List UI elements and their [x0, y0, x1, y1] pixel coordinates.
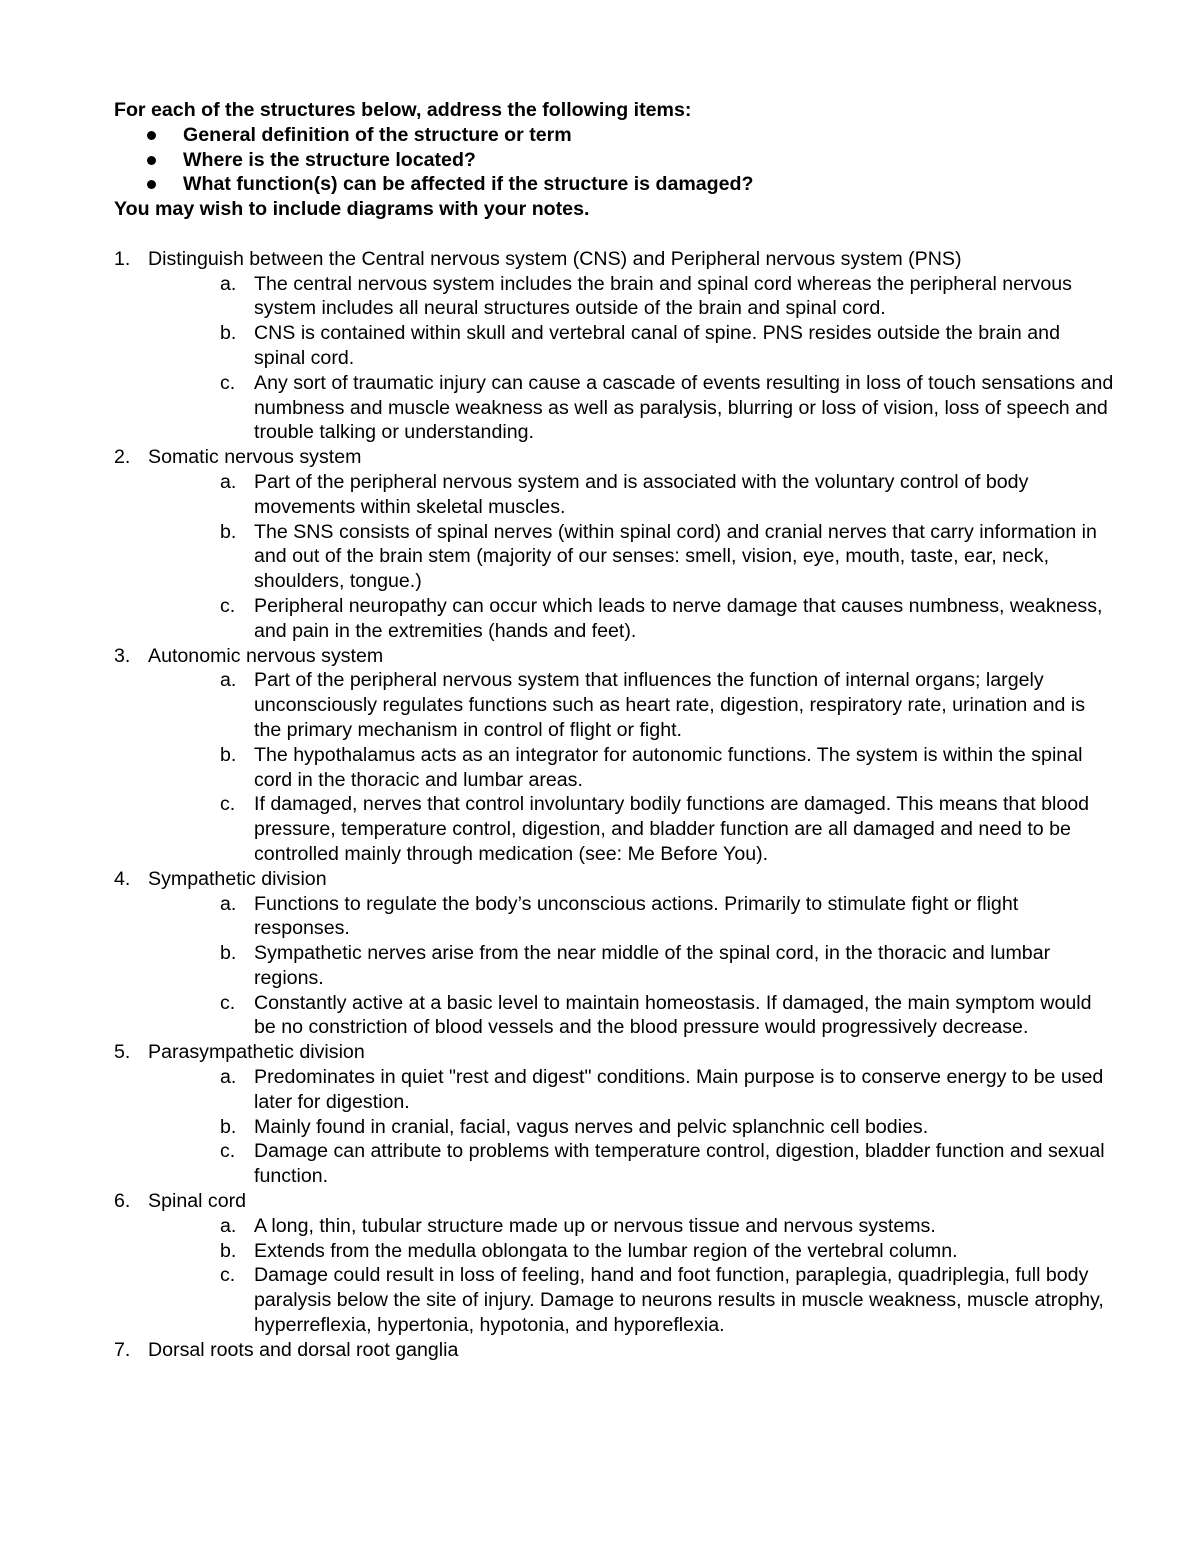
structure-item: [114, 644, 1114, 867]
bullet-text: General definition of the structure or term: [183, 123, 572, 146]
sub-item-letter: b.: [220, 322, 237, 345]
sub-item-text: Any sort of traumatic injury can cause a cascade of events resulting in loss of touch sensations and numbness and muscle weakness as well as paralysis, blurring or loss of vision, loss of speech and trouble talking or understanding.: [254, 371, 1114, 444]
sub-item-letter: b.: [220, 942, 237, 965]
sub-item-text: Damage can attribute to problems with temperature control, digestion, bladder function and sexual function.: [254, 1140, 1105, 1188]
sub-item: [148, 520, 1114, 594]
instruction-bullets: [114, 123, 1114, 197]
item-title: Sympathetic division: [148, 867, 327, 890]
sub-item-letter: b.: [220, 1239, 237, 1262]
instruction-note: You may wish to include diagrams with your notes.: [114, 198, 590, 221]
sub-item-text: The central nervous system includes the brain and spinal cord whereas the peripheral nervous system includes all neural structures outside of the brain and spinal cord.: [254, 272, 1072, 320]
instruction-heading: For each of the structures below, address the following items:: [114, 99, 692, 121]
sub-list: [148, 1065, 1114, 1189]
sub-item-text: CNS is contained within skull and vertebral canal of spine. PNS resides outside the brain and spinal cord.: [254, 322, 1060, 369]
item-title: Spinal cord: [148, 1190, 247, 1213]
sub-item: [148, 371, 1114, 445]
item-number: 1.: [114, 247, 131, 270]
sub-item-letter: a.: [220, 892, 237, 915]
sub-item-letter: a.: [220, 272, 237, 295]
sub-item-letter: a.: [220, 1066, 237, 1089]
item-number: 2.: [114, 446, 131, 469]
sub-item: [148, 743, 1114, 793]
sub-item-letter: c.: [220, 1140, 236, 1163]
sub-item: [148, 941, 1114, 991]
sub-item-letter: c.: [220, 793, 236, 816]
document-body: [114, 98, 1114, 1363]
sub-item-text: A long, thin, tubular structure made up or nervous tissue and nervous systems.: [254, 1214, 936, 1237]
structure-item: [114, 1040, 1114, 1189]
sub-item: [148, 594, 1114, 644]
bullet-item: [114, 172, 1114, 197]
sub-item-text: Damage could result in loss of feeling, hand and foot function, paraplegia, quadriplegia, full body paralysis below the site of injury. Damage to neurons results in muscle weakness, muscle atrophy, hyperreflexia, hypertonia, hypotonia, and hyporeflexia.: [254, 1264, 1104, 1337]
item-title: Somatic nervous system: [148, 446, 362, 469]
sub-item-text: Extends from the medulla oblongata to the lumbar region of the vertebral column.: [254, 1239, 958, 1262]
sub-item-letter: a.: [220, 470, 237, 493]
sub-item-letter: a.: [220, 1214, 237, 1237]
structure-item: [114, 1189, 1114, 1338]
sub-item: [148, 1065, 1114, 1115]
sub-item-text: The hypothalamus acts as an integrator for autonomic functions. The system is within the spinal cord in the thoracic and lumbar areas.: [254, 743, 1083, 791]
bullet-text: Where is the structure located?: [183, 148, 476, 171]
sub-item-text: The SNS consists of spinal nerves (within spinal cord) and cranial nerves that carry information in and out of the brain stem (majority of our senses: smell, vision, eye, mouth, taste, ear, neck, shoulders, tongue.): [254, 520, 1097, 593]
item-title: Parasympathetic division: [148, 1041, 365, 1064]
bullet-icon: [147, 180, 156, 189]
structure-item: [114, 445, 1114, 643]
bullet-icon: [147, 131, 156, 140]
item-title: Distinguish between the Central nervous system (CNS) and Peripheral nervous system (PNS): [148, 247, 962, 270]
sub-item-text: Part of the peripheral nervous system that influences the function of internal organs; largely unconsciously regulates functions such as heart rate, digestion, respiratory rate, urination and is the primary mechanism in control of flight or fight.: [254, 669, 1086, 741]
sub-item: [148, 892, 1114, 942]
sub-item-letter: c.: [220, 991, 236, 1014]
sub-item-text: Constantly active at a basic level to maintain homeostasis. If damaged, the main symptom would be no constriction of blood vessels and the blood pressure would progressively decrease.: [254, 991, 1092, 1039]
sub-list: [148, 892, 1114, 1041]
sub-item: [148, 1239, 1114, 1264]
sub-item-text: Functions to regulate the body’s unconscious actions. Primarily to stimulate fight or flight responses.: [254, 892, 1019, 940]
sub-item: [148, 272, 1114, 322]
item-number: 7.: [114, 1338, 131, 1361]
sub-item-letter: c.: [220, 1264, 236, 1287]
sub-list: [148, 668, 1114, 866]
item-title: Autonomic nervous system: [148, 644, 384, 667]
structures-list: [114, 247, 1114, 1363]
sub-item-letter: c.: [220, 371, 236, 394]
sub-item: [148, 1214, 1114, 1239]
sub-item-text: Part of the peripheral nervous system and is associated with the voluntary control of body movements within skeletal muscles.: [254, 470, 1029, 518]
item-number: 3.: [114, 644, 131, 667]
item-number: 5.: [114, 1041, 131, 1064]
sub-item-letter: b.: [220, 743, 237, 766]
sub-item: [148, 668, 1114, 742]
sub-item-text: Mainly found in cranial, facial, vagus nerves and pelvic splanchnic cell bodies.: [254, 1115, 929, 1138]
item-number: 4.: [114, 867, 131, 890]
sub-item: [148, 321, 1114, 371]
sub-item-letter: b.: [220, 1115, 237, 1138]
sub-list: [148, 1214, 1114, 1338]
sub-item-text: Predominates in quiet "rest and digest" conditions. Main purpose is to conserve energy to be used later for digestion.: [254, 1066, 1104, 1113]
structure-item: [114, 1338, 1114, 1363]
sub-item-text: Sympathetic nerves arise from the near middle of the spinal cord, in the thoracic and lumbar regions.: [254, 942, 1051, 989]
sub-list: [148, 470, 1114, 644]
sub-item: [148, 991, 1114, 1041]
sub-item-text: Peripheral neuropathy can occur which leads to nerve damage that causes numbness, weakness, and pain in the extremities (hands and feet).: [254, 594, 1103, 642]
item-title: Dorsal roots and dorsal root ganglia: [148, 1338, 459, 1361]
blank-line: [114, 222, 1114, 247]
sub-item-letter: a.: [220, 669, 237, 692]
sub-item: [148, 470, 1114, 520]
bullet-item: [114, 123, 1114, 148]
sub-item: [148, 792, 1114, 866]
sub-item-letter: c.: [220, 594, 236, 617]
sub-list: [148, 272, 1114, 446]
bullet-item: [114, 148, 1114, 173]
sub-item: [148, 1263, 1114, 1337]
sub-item-letter: b.: [220, 520, 237, 543]
structure-item: [114, 247, 1114, 445]
bullet-icon: [147, 156, 156, 165]
sub-item: [148, 1115, 1114, 1140]
sub-item: [148, 1139, 1114, 1189]
item-number: 6.: [114, 1190, 131, 1213]
bullet-text: What function(s) can be affected if the structure is damaged?: [183, 173, 754, 196]
sub-item-text: If damaged, nerves that control involuntary bodily functions are damaged. This means that blood pressure, temperature control, digestion, and bladder function are all damaged and need to be controlled mainly through medication (see: Me Before You).: [254, 793, 1090, 865]
structure-item: [114, 867, 1114, 1041]
